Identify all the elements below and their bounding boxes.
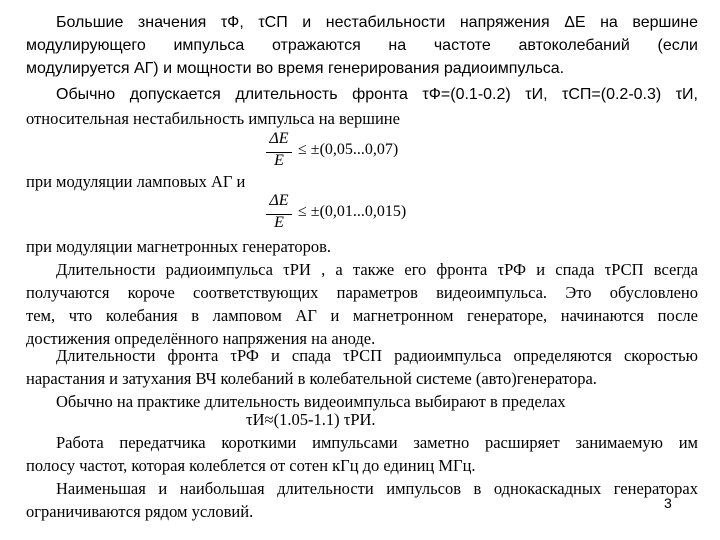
- paragraph-1-line-2: модулирующего импульса отражаются на частоте автоколебаний (если: [26, 37, 698, 54]
- formula-magnetron-range: ≤ ±(0,01...0,015): [298, 203, 407, 220]
- paragraph-3-line-3: тем, что колебания в ламповом АГ и магнетронном генераторе, начинаются после: [26, 306, 698, 325]
- paragraph-7-line-2: ограничиваются рядом условий.: [26, 502, 254, 521]
- page-number: 3: [664, 495, 672, 511]
- formula-lamp-range: ≤ ±(0,05...0,07): [298, 141, 399, 158]
- formula-lamp: [266, 130, 446, 176]
- paragraph-2-line-2: относительная нестабильность импульса на вершине: [26, 109, 400, 128]
- paragraph-3-line-4: достижения определённого напряжения на аноде.: [26, 329, 376, 348]
- between-formulas-text: при модуляции ламповых АГ и: [26, 172, 246, 191]
- paragraph-6-line-1: Работа передатчика короткими импульсами заметно расширяет занимаемую им: [56, 433, 698, 452]
- paragraph-1-line-1: Большие значения τФ, τСП и нестабильности напряжения ΔE на вершине: [56, 14, 698, 31]
- paragraph-5-formula: τИ≈(1.05-1.1) τРИ.: [246, 410, 376, 429]
- paragraph-4-line-1: Длительности фронта τРФ и спада τРСП радиоимпульса определяются скоростью: [56, 346, 698, 365]
- paragraph-5-line-1: Обычно на практике длительность видеоимпульса выбирают в пределах: [56, 392, 566, 411]
- formula-magnetron-denominator: E: [274, 214, 284, 231]
- formula-lamp-denominator: E: [274, 152, 284, 169]
- paragraph-3-line-2: получаются короче соответствующих параметров видеоимпульса. Это обусловлено: [26, 283, 698, 302]
- formula-magnetron-numerator: ΔE: [269, 192, 289, 209]
- paragraph-6-line-2: полосу частот, которая колеблется от сотен кГц до единиц МГц.: [26, 456, 476, 475]
- paragraph-1-line-3: модулируется АГ) и мощности во время генерирования радиоимпульса.: [26, 60, 565, 77]
- paragraph-3-line-1: Длительности радиоимпульса τРИ , а также его фронта τРФ и спада τРСП всегда: [56, 260, 698, 279]
- paragraph-4-line-2: нарастания и затухания ВЧ колебаний в колебательной системе (авто)генератора.: [26, 369, 597, 388]
- after-formulas-text: при модуляции магнетронных генераторов.: [26, 237, 332, 256]
- paragraph-2-line-1: Обычно допускается длительность фронта τФ=(0.1-0.2) τИ, τСП=(0.2-0.3) τИ,: [56, 86, 698, 103]
- paragraph-7-line-1: Наименьшая и наибольшая длительности импульсов в однокаскадных генераторах: [56, 479, 698, 498]
- formula-lamp-numerator: ΔE: [269, 130, 289, 147]
- formula-magnetron: [266, 192, 446, 238]
